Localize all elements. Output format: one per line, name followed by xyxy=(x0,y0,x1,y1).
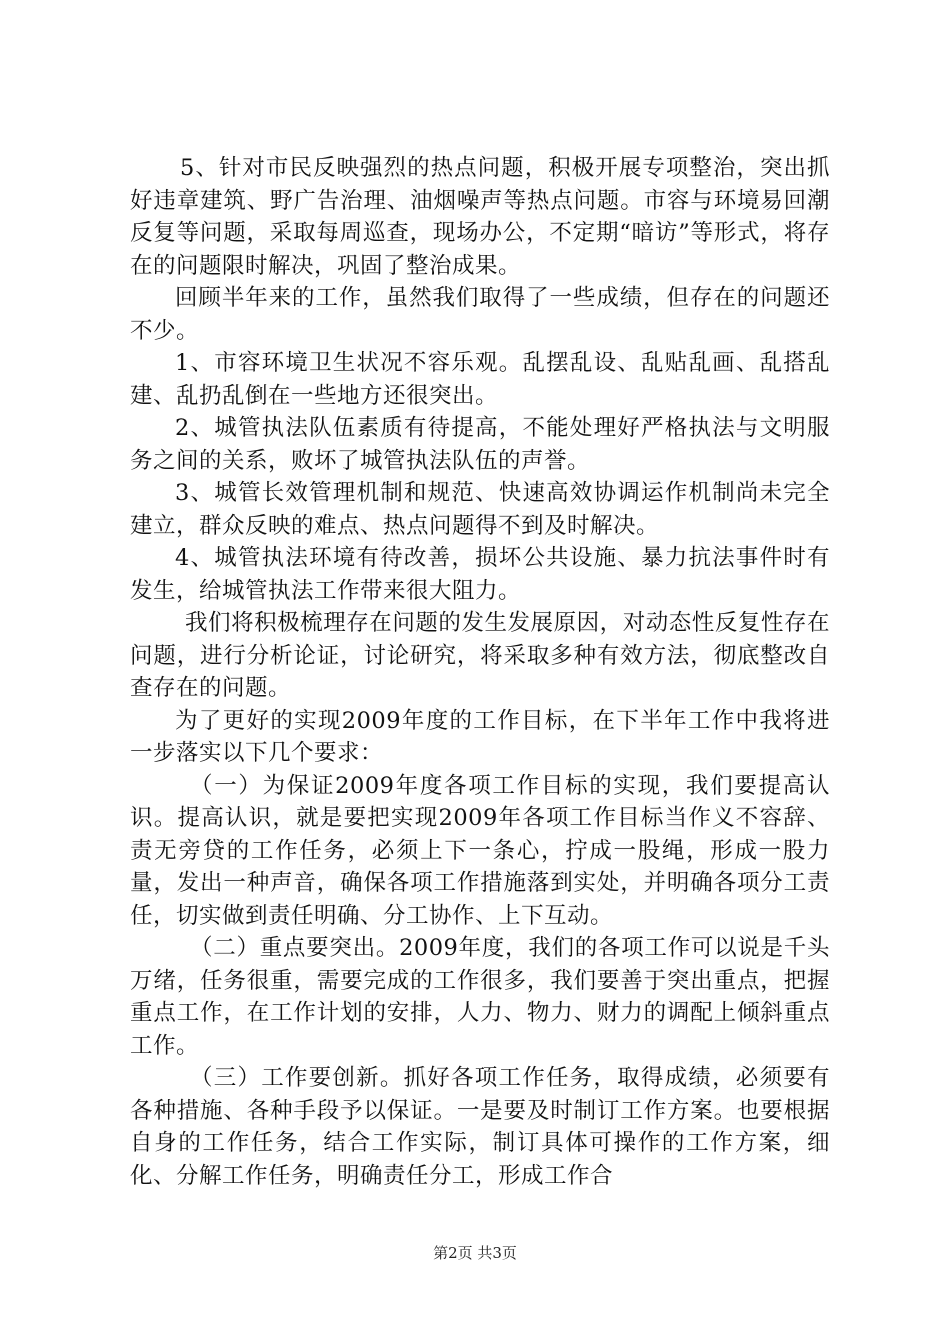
paragraph-review-summary: 回顾半年来的工作，虽然我们取得了一些成绩，但存在的问题还不少。 xyxy=(130,285,830,344)
paragraph-requirement-2: （二）重点要突出。2009年度，我们的各项工作可以说是千头万绪，任务很重，需要完成的工作很多，我们要善于突出重点，把握重点工作，在工作计划的安排，人力、物力、财力的调配上倾斜重点工作。 xyxy=(130,935,830,1059)
page-footer: 第2页 共3页 xyxy=(433,1244,517,1262)
paragraph-problem-1: 1、市容环境卫生状况不容乐观。乱摆乱设、乱贴乱画、乱搭乱建、乱扔乱倒在一些地方还很突出。 xyxy=(130,350,830,409)
paragraph-hotspot-rectification: 5、针对市民反映强烈的热点问题，积极开展专项整治，突出抓好违章建筑、野广告治理、油烟噪声等热点问题。市容与环境易回潮反复等问题，采取每周巡查，现场办公，不定期“暗访”等形式，将存在的问题限时解决，巩固了整治成果。 xyxy=(130,155,830,279)
paragraph-requirement-1: （一）为保证2009年度各项工作目标的实现，我们要提高认识。提高认识，就是要把实现2009年各项工作目标当作义不容辞、责无旁贷的工作任务，必须上下一条心，拧成一股绳，形成一股力量，发出一种声音，确保各项工作措施落到实处，并明确各项分工责任，切实做到责任明确、分工协作、上下互动。 xyxy=(130,772,830,929)
paragraph-goals-intro: 为了更好的实现2009年度的工作目标，在下半年工作中我将进一步落实以下几个要求： xyxy=(130,707,830,766)
paragraph-problem-4: 4、城管执法环境有待改善，损坏公共设施、暴力抗法事件时有发生，给城管执法工作带来很大阻力。 xyxy=(130,545,830,604)
paragraph-problem-2: 2、城管执法队伍素质有待提高，不能处理好严格执法与文明服务之间的关系，败坏了城管执法队伍的声誉。 xyxy=(130,415,830,474)
paragraph-requirement-3: （三）工作要创新。抓好各项工作任务，取得成绩，必须要有各种措施、各种手段予以保证。一是要及时制订工作方案。也要根据自身的工作任务，结合工作实际，制订具体可操作的工作方案，细化、分解工作任务，明确责任分工，形成工作合 xyxy=(130,1065,830,1189)
paragraph-rectification-plan: 我们将积极梳理存在问题的发生发展原因，对动态性反复性存在问题，进行分析论证，讨论研究，将采取多种有效方法，彻底整改自查存在的问题。 xyxy=(130,610,830,701)
paragraph-problem-3: 3、城管长效管理机制和规范、快速高效协调运作机制尚未完全建立，群众反映的难点、热点问题得不到及时解决。 xyxy=(130,480,830,539)
document-body xyxy=(130,152,830,1192)
